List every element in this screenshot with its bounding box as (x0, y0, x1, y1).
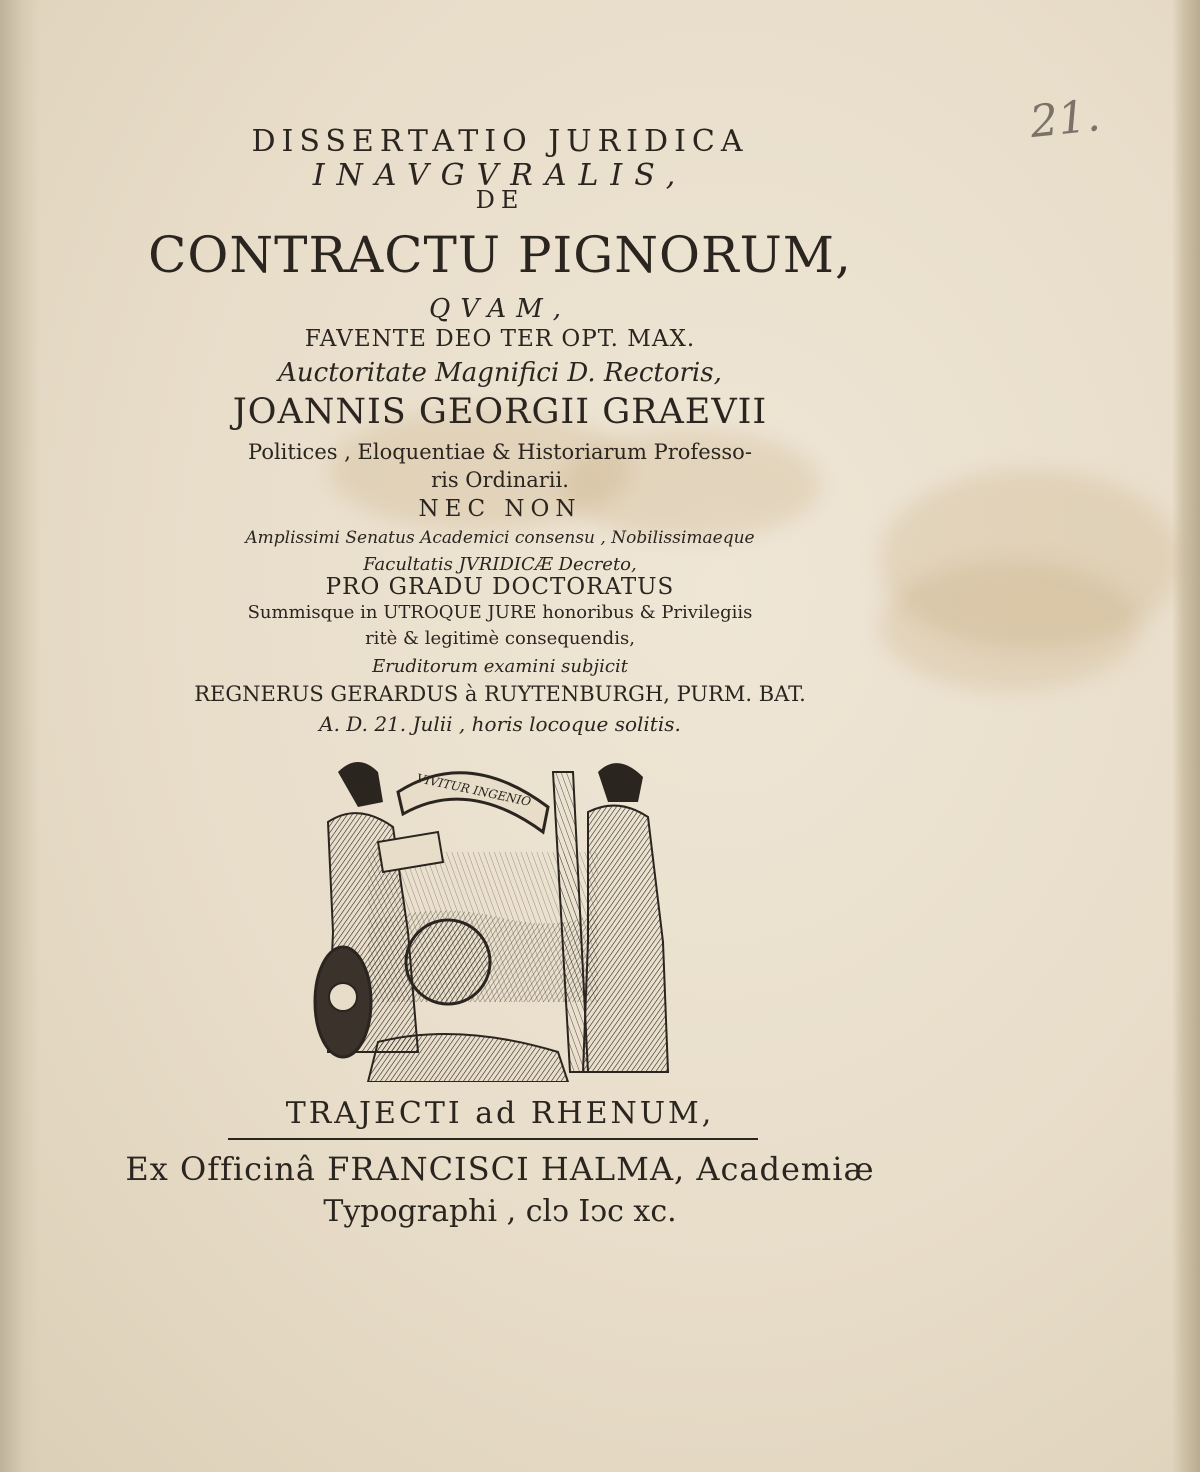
imprint-rule (228, 1138, 758, 1140)
ground (368, 1034, 568, 1082)
rector-title-2: ris Ordinarii. (431, 468, 569, 492)
title-line-1: DISSERTATIO JURIDICA (251, 124, 749, 159)
summisque-line: Summisque in UTROQUE JURE honoribus & Privilegiis (247, 602, 753, 623)
auctoritate-line: Auctoritate Magnifici D. Rectoris, (278, 358, 722, 388)
nec-non-line: NEC NON (418, 496, 582, 522)
imprint-officina: Ex Officinâ FRANCISCI HALMA, Academiæ (125, 1150, 875, 1188)
quam-line: QVAM, (429, 294, 571, 324)
facultatis-line: Facultatis JVRIDICÆ Decreto, (363, 554, 637, 575)
imprint-typographi: Typographi , clↄ Iↄc xc. (323, 1194, 677, 1229)
favente-line: FAVENTE DEO TER OPT. MAX. (304, 326, 696, 352)
pro-gradu-line: PRO GRADU DOCTORATUS (325, 574, 675, 600)
title-line-3: DE (475, 186, 525, 214)
globe (406, 920, 490, 1004)
page-gutter (0, 0, 40, 1472)
rector-name: JOANNIS GEORGII GRAEVII (232, 392, 768, 432)
date-line: A. D. 21. Julii , horis locoque solitis. (319, 712, 681, 736)
eruditorum-line: Eruditorum examini subjicit (372, 656, 628, 677)
rector-title-1: Politices , Eloquentiae & Historiarum Professo- (248, 440, 752, 464)
page-edge (1172, 0, 1200, 1472)
rite-line: ritè & legitimè consequendis, (365, 628, 635, 649)
banner-motto: VIVITUR INGENIO (415, 771, 533, 810)
motto-banner (398, 771, 548, 832)
senatus-line: Amplissimi Senatus Academici consensu , Nobilissimaeque (245, 528, 755, 548)
author-line: REGNERUS GERARDUS à RUYTENBURGH, PURM. BAT. (194, 682, 806, 706)
imprint-place: TRAJECTI ad RHENUM, (285, 1096, 715, 1131)
title-line-2: INAVGVRALIS, (312, 158, 688, 193)
printers-device-woodcut (298, 752, 678, 1082)
main-title: CONTRACTU PIGNORUM, (148, 226, 852, 284)
ceres-figure (553, 763, 668, 1072)
handwritten-page-number: 21. (1027, 90, 1103, 149)
